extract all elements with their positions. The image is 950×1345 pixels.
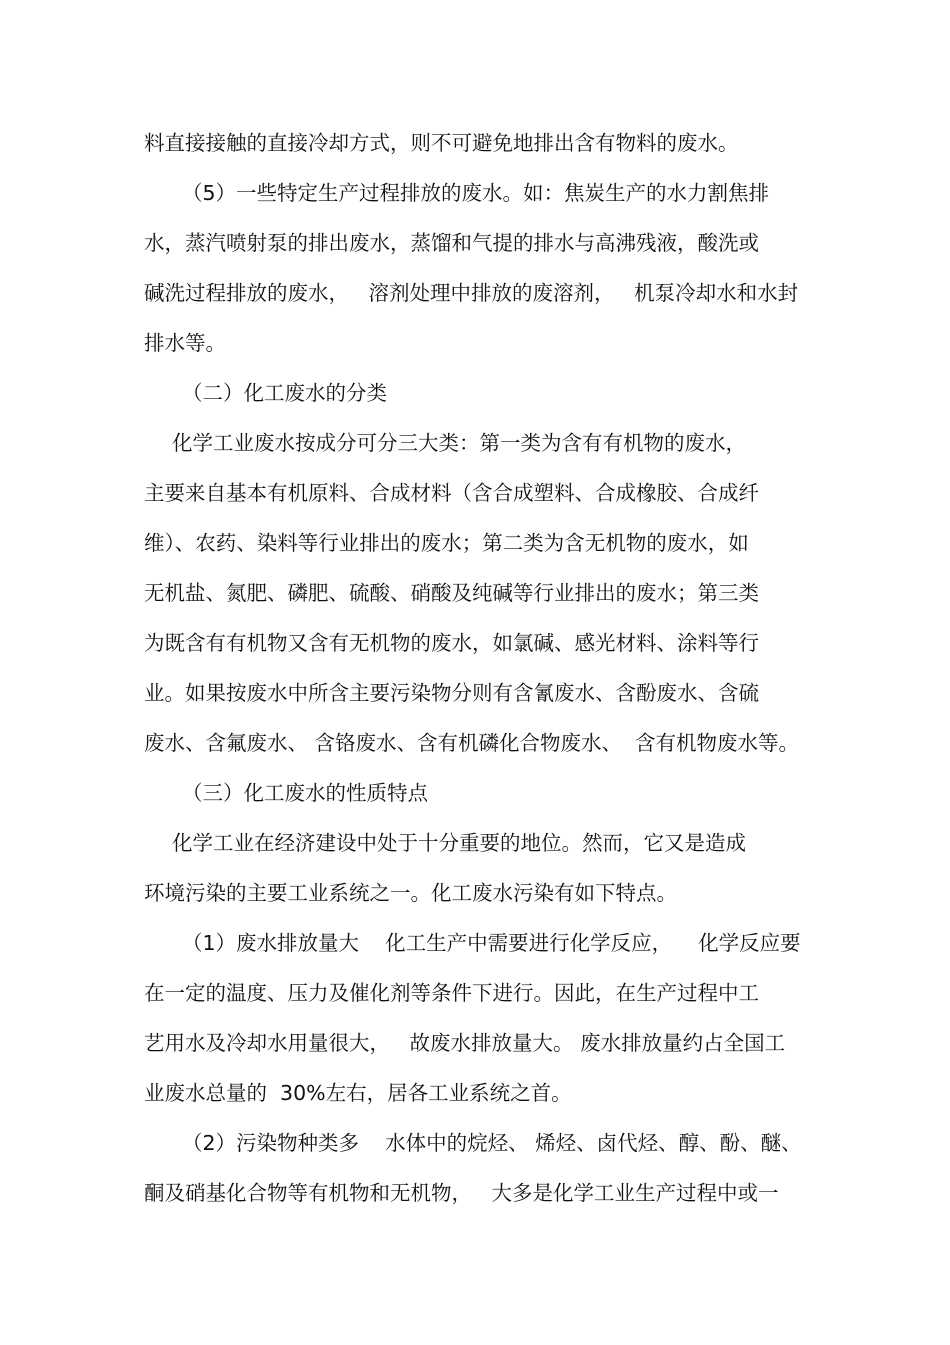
- text-line-4: 碱洗过程排放的废水， 溶剂处理中排放的废溶剂， 机泵冷却水和水封: [144, 281, 799, 305]
- text-line-3: 水，蒸汽喷射泵的排出废水，蒸馏和气提的排水与高沸残液，酸洗或: [144, 231, 759, 255]
- text-line-2: （5）一些特定生产过程排放的废水。如：焦炭生产的水力割焦排: [182, 181, 770, 205]
- text-line-18: 在一定的温度、压力及催化剂等条件下进行。因此，在生产过程中工: [144, 981, 759, 1005]
- text-line-1: 料直接接触的直接冷却方式，则不可避免地排出含有物料的废水。: [144, 131, 739, 155]
- text-line-5: 排水等。: [144, 331, 226, 355]
- text-line-16: 环境污染的主要工业系统之一。化工废水污染有如下特点。: [144, 881, 677, 905]
- text-line-17: （1）废水排放量大 化工生产中需要进行化学反应， 化学反应要: [182, 931, 801, 955]
- text-line-20: 业废水总量的 30%左右，居各工业系统之首。: [144, 1081, 572, 1105]
- section-heading-3: （三）化工废水的性质特点: [182, 781, 428, 805]
- text-line-8: 主要来自基本有机原料、合成材料（含合成塑料、合成橡胶、合成纤: [144, 481, 759, 505]
- text-line-22: 酮及硝基化合物等有机物和无机物， 大多是化学工业生产过程中或一: [144, 1181, 779, 1205]
- text-line-12: 业。如果按废水中所含主要污染物分则有含氰废水、含酚废水、含硫: [144, 681, 759, 705]
- text-line-9: 维）、农药、染料等行业排出的废水；第二类为含无机物的废水，如: [144, 531, 749, 555]
- text-line-11: 为既含有有机物又含有无机物的废水，如氯碱、感光材料、涂料等行: [144, 631, 759, 655]
- text-line-13: 废水、含氟废水、 含铬废水、含有机磷化合物废水、 含有机物废水等。: [144, 731, 800, 755]
- text-line-15: 化学工业在经济建设中处于十分重要的地位。然而，它又是造成: [172, 831, 746, 855]
- text-line-19: 艺用水及冷却水用量很大， 故废水排放量大。 废水排放量约占全国工: [144, 1031, 786, 1055]
- text-line-7: 化学工业废水按成分可分三大类：第一类为含有有机物的废水，: [172, 431, 746, 455]
- text-line-21: （2）污染物种类多 水体中的烷烃、 烯烃、卤代烃、醇、酚、醚、: [182, 1131, 802, 1155]
- section-heading-2: （二）化工废水的分类: [182, 381, 387, 405]
- text-line-10: 无机盐、氮肥、磷肥、硫酸、硝酸及纯碱等行业排出的废水；第三类: [144, 581, 759, 605]
